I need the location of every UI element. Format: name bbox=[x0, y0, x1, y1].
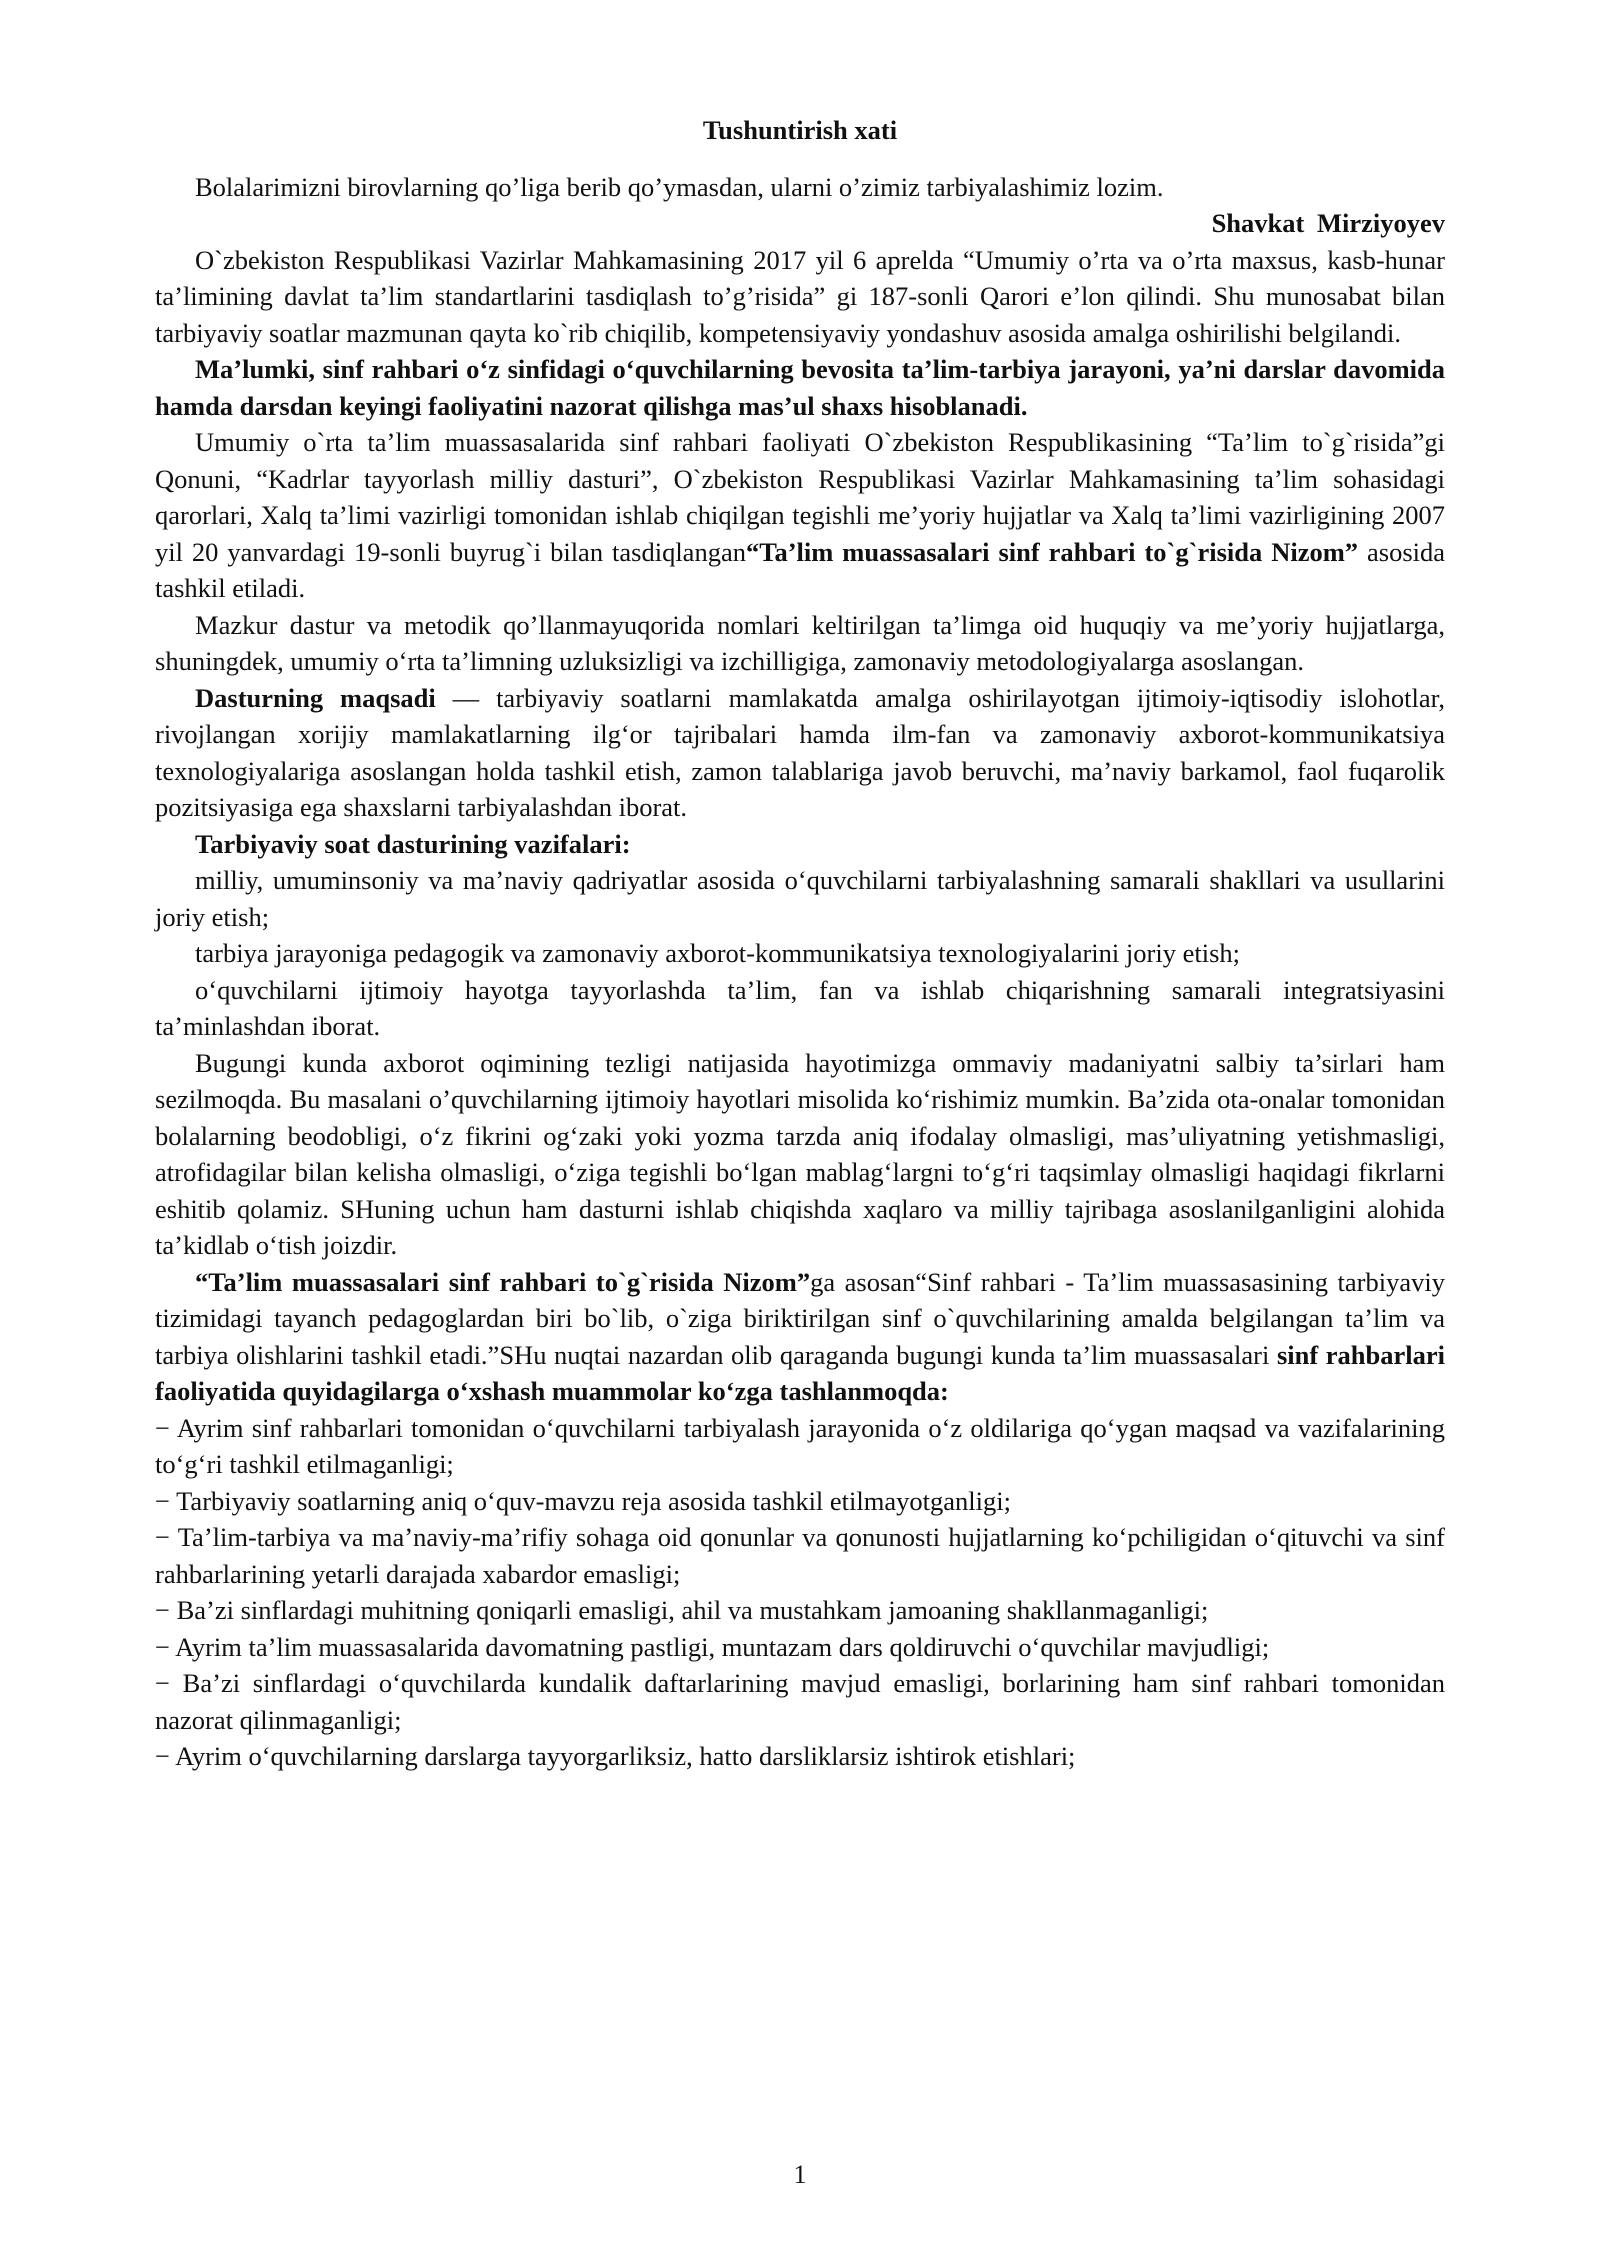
paragraph-7-nizom-title: “Ta’lim muassasalari sinf rahbari to`g`risida Nizom” bbox=[195, 1266, 811, 1297]
paragraph-3-text-a: Umumiy o`rta ta’lim muassasalarida sinf rahbari faoliyati O`zbekiston Respublikasining “Ta’lim to`g`risida”gi Qonuni, “Kadrlar tayyorlash milliy dasturi”, O`zbekiston Respublikasi Vazirlar Mahkamasining ta’lim sohasidagi qarorlari, Xalq ta’limi vazirligi tomonidan ishlab chiqilgan tegishli me’yoriy hujjatlar va Xalq ta’limi vazirligining 2007 yil 20 yanvardagi 19-sonli buyrug`i bilan tasdiqlangan bbox=[155, 427, 1445, 567]
page-number: 1 bbox=[793, 2160, 807, 2189]
paragraph-7-text: ga asosan“Sinf rahbari - Ta’lim muassasasining tarbiyaviy tizimidagi tayanch pedagoglardan biri bo`lib, o`ziga biriktirilgan sinf o`quvchilarining amalda belgilangan ta’lim va tarbiya olishlarini tashkil etadi.”SHu nuqtai nazardan olib qaraganda bugungi kunda ta’lim muassasalari bbox=[155, 1266, 1445, 1370]
paragraph-2: Ma’lumki, sinf rahbari o‘z sinfidagi o‘quvchilarning bevosita ta’lim-tarbiya jarayoni, ya’ni darslar davomida hamda darsdan keyingi faoliyatini nazorat qilishga mas’ul shaxs hisoblanadi. bbox=[155, 354, 1445, 421]
list-item: − Ayrim sinf rahbarlari tomonidan o‘quvchilarni tarbiyalash jarayonida o‘z oldilariga qo‘ygan maqsad va vazifalarining to‘g‘ri tashkil etilmaganligi; bbox=[155, 1412, 1445, 1479]
document-page bbox=[155, 112, 1445, 1775]
epigraph-text: Bolalarimizni birovlarning qo’liga berib qo’ymasdan, ularni o’zimiz tarbiyalashimiz lozim. bbox=[195, 171, 1164, 202]
document-title: Tushuntirish xati bbox=[702, 115, 898, 145]
paragraph-5-heading: Dasturning maqsadi bbox=[195, 682, 436, 713]
task-item-1: milliy, umuminsoniy va ma’naviy qadriyatlar asosida o‘quvchilarni tarbiyalashning samarali shakllari va usullarini joriy etish; bbox=[155, 865, 1445, 932]
list-item: − Ba’zi sinflardagi o‘quvchilarda kundalik daftarlarining mavjud emasligi, borlarining ham sinf rahbari tomonidan nazorat qilinmaganligi; bbox=[155, 1668, 1445, 1735]
list-item: − Ba’zi sinflardagi muhitning qoniqarli emasligi, ahil va mustahkam jamoaning shakllanmaganligi; bbox=[155, 1595, 1209, 1625]
paragraph-3-text-b: asosida tashkil etiladi. bbox=[155, 536, 1446, 603]
epigraph-author: Shavkat Mirziyoyev bbox=[1211, 208, 1445, 238]
tasks-heading: Tarbiyaviy soat dasturining vazifalari: bbox=[195, 828, 631, 859]
paragraph-3-nizom-title: “Ta’lim muassasalari sinf rahbari to`g`risida Nizom” bbox=[745, 536, 1359, 567]
list-item: − Ayrim ta’lim muassasalarida davomatning pastligi, muntazam dars qoldiruvchi o‘quvchilar mavjudligi; bbox=[155, 1631, 1270, 1662]
paragraph-5-text: — tarbiyaviy soatlarni mamlakatda amalga oshirilayotgan ijtimoiy-iqtisodiy islohotlar, rivojlangan xorijiy mamlakatlarning ilg‘or tajribalari hamda ilm-fan va zamonaviy axborot-kommunikatsiya texnologiyalariga asoslangan holda tashkil etish, zamon talablariga javob beruvchi, ma’naviy barkamol, faol fuqarolik pozitsiyasiga ega shaxslarni tarbiyalashdan iborat. bbox=[155, 682, 1445, 822]
list-item: − Ayrim o‘quvchilarning darslarga tayyorgarliksiz, hatto darsliklarsiz ishtirok etishlari; bbox=[155, 1741, 1076, 1771]
list-item: − Tarbiyaviy soatlarning aniq o‘quv-mavzu reja asosida tashkil etilmayotganligi; bbox=[155, 1485, 1011, 1516]
paragraph-7 bbox=[155, 1264, 1445, 1410]
paragraph-3 bbox=[155, 424, 1445, 607]
paragraph-7-problems-lead: sinf rahbarlari faoliyatida quyidagilarga o‘xshash muammolar ko‘zga tashlanmoqda: bbox=[155, 1339, 1445, 1406]
list-item: − Ta’lim-tarbiya va ma’naviy-ma’rifiy sohaga oid qonunlar va qonunosti hujjatlarning ko‘pchiligidan o‘qituvchi va sinf rahbarlarining yetarli darajada xabardor emasligi; bbox=[155, 1522, 1445, 1589]
task-item-3: o‘quvchilarni ijtimoiy hayotga tayyorlashda ta’lim, fan va ishlab chiqarishning samarali integratsiyasini ta’minlashdan iborat. bbox=[155, 974, 1445, 1041]
paragraph-4: Mazkur dastur va metodik qo’llanmayuqorida nomlari keltirilgan ta’limga oid huquqiy va me’yoriy hujjatlarga, shuningdek, umumiy o‘rta ta’limning uzluksizligi va izchilligiga, zamonaviy metodologiyalarga asoslangan. bbox=[155, 609, 1445, 676]
task-item-2: tarbiya jarayoniga pedagogik va zamonaviy axborot-kommunikatsiya texnologiyalarini joriy etish; bbox=[195, 938, 1240, 968]
paragraph-5 bbox=[155, 680, 1445, 826]
paragraph-1: O`zbekiston Respublikasi Vazirlar Mahkamasining 2017 yil 6 aprelda “Umumiy o’rta va o’rta maxsus, kasb-hunar ta’limining davlat ta’lim standartlarini tasdiqlash to’g’risida” gi 187-sonli Qarori e’lon qilindi. Shu munosabat bilan tarbiyaviy soatlar mazmunan qayta ko`rib chiqilib, kompetensiyaviy yondashuv asosida amalga oshirilishi belgilandi. bbox=[155, 244, 1445, 348]
paragraph-6: Bugungi kunda axborot oqimining tezligi natijasida hayotimizga ommaviy madaniyatni salbiy ta’sirlari ham sezilmoqda. Bu masalani o’quvchilarning ijtimoiy hayotlari misolida ko‘rishimiz mumkin. Ba’zida ota-onalar tomonidan bolalarning beodobligi, o‘z fikrini og‘zaki yoki yozma tarzda aniq ifodalay olmasligi, mas’uliyatning yetishmasligi, atrofidagilar bilan kelisha olmasligi, o‘ziga tegishli bo‘lgan mablag‘largni to‘g‘ri taqsimlay olmasligi haqidagi fikrlarni eshitib qolamiz. SHuning uchun ham dasturni ishlab chiqishda xaqlaro va milliy tajribaga asoslanilganligini alohida ta’kidlab o‘tish joizdir. bbox=[155, 1047, 1445, 1260]
